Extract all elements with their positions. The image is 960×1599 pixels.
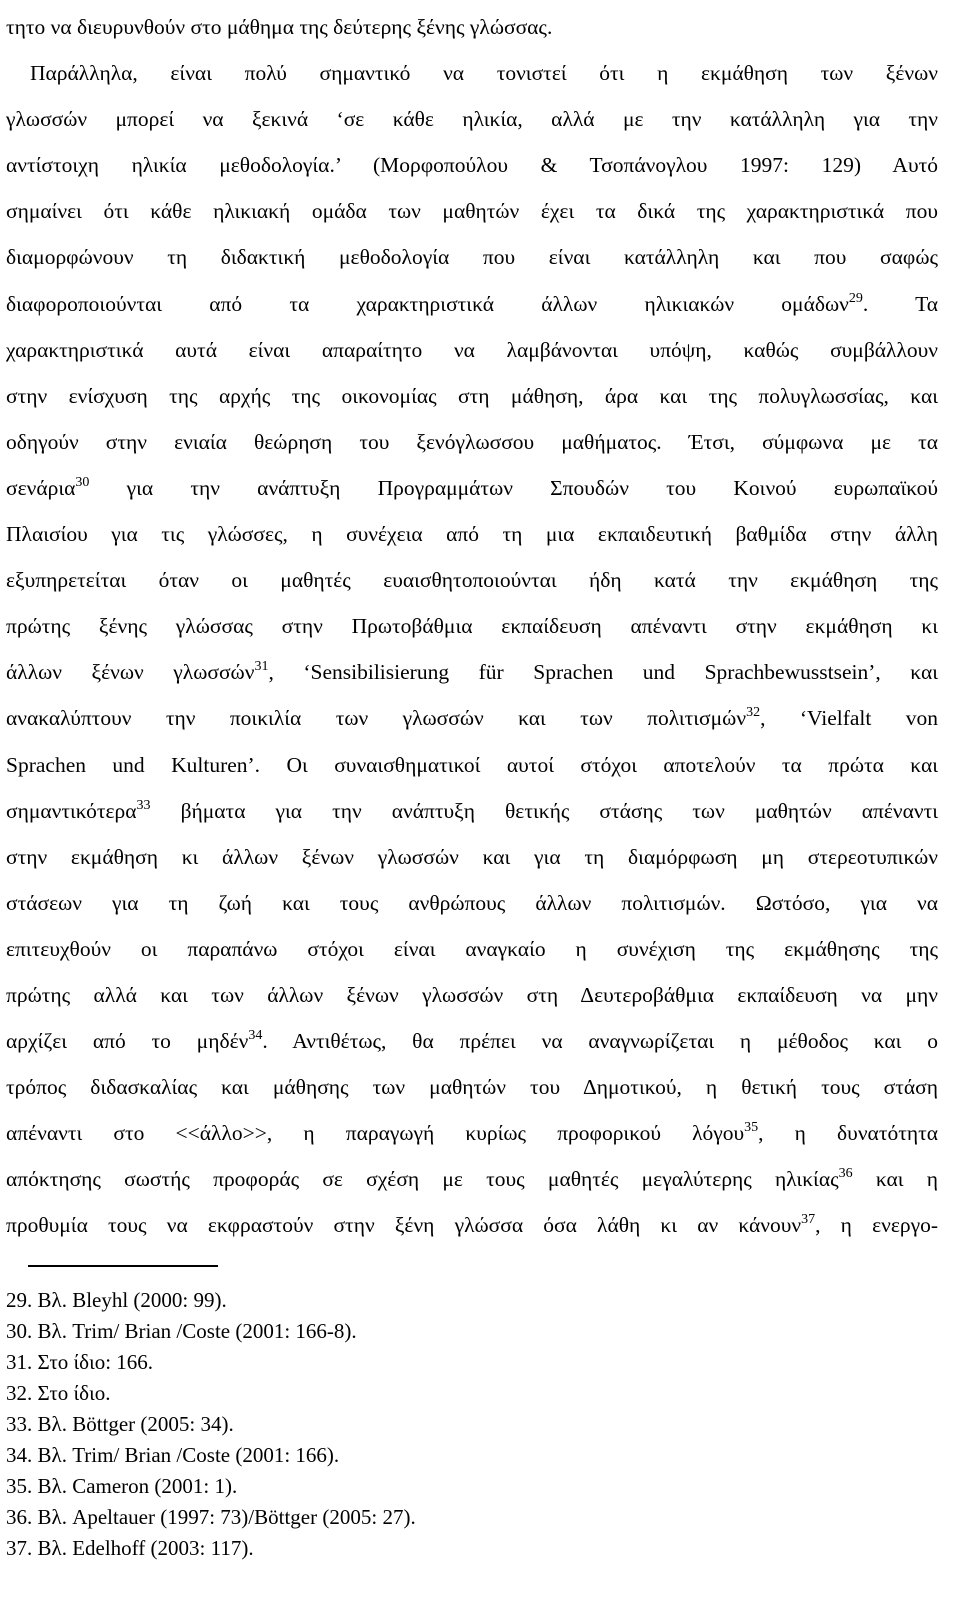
text-segment: για την ανάπτυξη Προγραμμάτων Σπουδών του Κοινού ευρωπαϊκού [89, 475, 938, 500]
text-segment: οδηγούν στην ενιαία θεώρηση του ξενόγλωσσου μαθήματος. Έτσι, σύμφωνα με τα [6, 429, 938, 454]
text-segment: χαρακτηριστικά αυτά είναι απαραίτητο να λαμβάνονται υπόψη, καθώς συμβάλλουν [6, 337, 938, 362]
footnote-item: 29. Βλ. Bleyhl (2000: 99). [6, 1288, 227, 1312]
text-segment: , ‘Vielfalt von [760, 706, 938, 731]
text-segment: απέναντι στο <<άλλο>>, η παραγωγή κυρίως προφορικού λόγου [6, 1121, 745, 1146]
text-line [6, 327, 938, 373]
text-line [6, 4, 938, 50]
text-segment: αντίστοιχη ηλικία μεθοδολογία.’ (Μορφοπούλου & Τσοπάνογλου 1997: 129) Αυτό [6, 153, 938, 178]
text-line [6, 649, 938, 695]
footnote-marker: 36 [838, 1166, 853, 1182]
footnote-item: 36. Βλ. Apeltauer (1997: 73)/Böttger (2005: 27). [6, 1505, 416, 1529]
text-segment: βήματα για την ανάπτυξη θετικής στάσης των μαθητών απέναντι [150, 798, 938, 823]
footnote-item: 34. Βλ. Trim/ Brian /Coste (2001: 166). [6, 1443, 340, 1467]
footnote-marker: 31 [254, 659, 269, 675]
main-text-body [6, 4, 938, 1249]
text-line [6, 50, 938, 96]
text-line [6, 142, 938, 188]
text-line [6, 281, 938, 327]
text-line [6, 419, 938, 465]
footnote-item: 37. Βλ. Edelhoff (2003: 117). [6, 1536, 254, 1560]
text-segment: Πλαισίου για τις γλώσσες, η συνέχεια από τη μια εκπαιδευτική βαθμίδα στην άλλη [6, 522, 938, 547]
text-segment: διαφοροποιούνται από τα χαρακτηριστικά άλλων ηλικιακών ομάδων [6, 291, 849, 316]
text-line [6, 603, 938, 649]
text-segment: στην ενίσχυση της αρχής της οικονομίας στη μάθηση, άρα και της πολυγλωσσίας, και [6, 383, 938, 408]
text-segment: . Τα [862, 291, 939, 316]
footnote-item: 32. Στο ίδιο. [6, 1381, 111, 1405]
text-segment: σημαντικότερα [6, 798, 137, 823]
text-segment: σενάρια [6, 475, 76, 500]
footnote-item: 35. Βλ. Cameron (2001: 1). [6, 1474, 238, 1498]
text-line [6, 511, 938, 557]
text-segment: επιτευχθούν οι παραπάνω στόχοι είναι αναγκαίο η συνέχιση της εκμάθησης της [6, 936, 938, 961]
footnotes-section [6, 1285, 906, 1564]
text-segment: αρχίζει από το μηδέν [6, 1029, 249, 1054]
text-segment: απόκτησης σωστής προφοράς σε σχέση με τους μαθητές μεγαλύτερης ηλικίας [6, 1167, 839, 1192]
text-line [6, 1202, 938, 1248]
text-segment: άλλων ξένων γλωσσών [6, 660, 255, 685]
text-line [6, 880, 938, 926]
text-segment: προθυμία τους να εκφραστούν στην ξένη γλώσσα όσα λάθη κι αν κάνουν [6, 1213, 802, 1238]
text-segment: Παράλληλα, είναι πολύ σημαντικό να τονιστεί ότι η εκμάθηση των ξένων [30, 61, 938, 86]
text-line [6, 1018, 938, 1064]
text-segment: διαμορφώνουν τη διδακτική μεθοδολογία που είναι κατάλληλη και που σαφώς [6, 245, 938, 270]
text-segment: τρόπος διδασκαλίας και μάθησης των μαθητών του Δημοτικού, η θετική τους στάση [6, 1075, 938, 1100]
text-line [6, 96, 938, 142]
text-segment: , η δυνατότητα [758, 1121, 938, 1146]
text-line [6, 557, 938, 603]
text-segment: ανακαλύπτουν την ποικιλία των γλωσσών και των πολιτισμών [6, 706, 747, 731]
text-segment: γλωσσών μπορεί να ξεκινά ‘σε κάθε ηλικία, αλλά με την κατάλληλη για την [6, 107, 938, 132]
text-line [6, 695, 938, 741]
text-line [6, 742, 938, 788]
text-line [6, 1156, 938, 1202]
text-line [6, 465, 938, 511]
text-line [6, 926, 938, 972]
text-segment: , η ενεργο- [815, 1213, 938, 1238]
text-segment: πρώτης αλλά και των άλλων ξένων γλωσσών στη Δευτεροβάθμια εκπαίδευση να μην [6, 982, 938, 1007]
text-segment: τητο να διευρυνθούν στο μάθημα της δεύτερης ξένης γλώσσας. [6, 15, 553, 39]
footnote-marker: 34 [248, 1028, 263, 1044]
text-line [6, 188, 938, 234]
text-segment: . Αντιθέτως, θα πρέπει να αναγνωρίζεται η μέθοδος και ο [262, 1029, 938, 1054]
footnote-marker: 29 [848, 290, 863, 306]
text-segment: σημαίνει ότι κάθε ηλικιακή ομάδα των μαθητών έχει τα δικά της χαρακτηριστικά που [6, 199, 938, 224]
footnote-marker: 30 [75, 474, 90, 490]
text-line [6, 373, 938, 419]
text-segment: πρώτης ξένης γλώσσας στην Πρωτοβάθμια εκπαίδευση απέναντι στην εκμάθηση κι [6, 614, 938, 639]
footnote-item: 30. Βλ. Trim/ Brian /Coste (2001: 166-8). [6, 1319, 357, 1343]
footnote-item: 31. Στο ίδιο: 166. [6, 1350, 154, 1374]
text-line [6, 972, 938, 1018]
footnote-item: 33. Βλ. Böttger (2005: 34). [6, 1412, 234, 1436]
footnote-marker: 32 [746, 705, 761, 721]
footnote-separator [28, 1265, 218, 1267]
text-line [6, 234, 938, 280]
text-segment: εξυπηρετείται όταν οι μαθητές ευαισθητοποιούνται ήδη κατά την εκμάθηση της [6, 568, 938, 593]
footnote-marker: 37 [801, 1212, 816, 1228]
text-segment: και η [852, 1167, 939, 1192]
text-line [6, 834, 938, 880]
text-segment: Sprachen und Kulturen’. Οι συναισθηματικοί αυτοί στόχοι αποτελούν τα πρώτα και [6, 752, 938, 777]
text-segment: στάσεων για τη ζωή και τους ανθρώπους άλλων πολιτισμών. Ωστόσο, για να [6, 890, 938, 915]
text-segment: στην εκμάθηση κι άλλων ξένων γλωσσών και για τη διαμόρφωση μη στερεοτυπικών [6, 844, 938, 869]
text-line [6, 1064, 938, 1110]
footnote-marker: 35 [744, 1120, 759, 1136]
text-segment: , ‘Sensibilisierung für Sprachen und Sprachbewusstsein’, και [268, 660, 938, 685]
footnote-marker: 33 [136, 797, 151, 813]
text-line [6, 1110, 938, 1156]
text-line [6, 788, 938, 834]
